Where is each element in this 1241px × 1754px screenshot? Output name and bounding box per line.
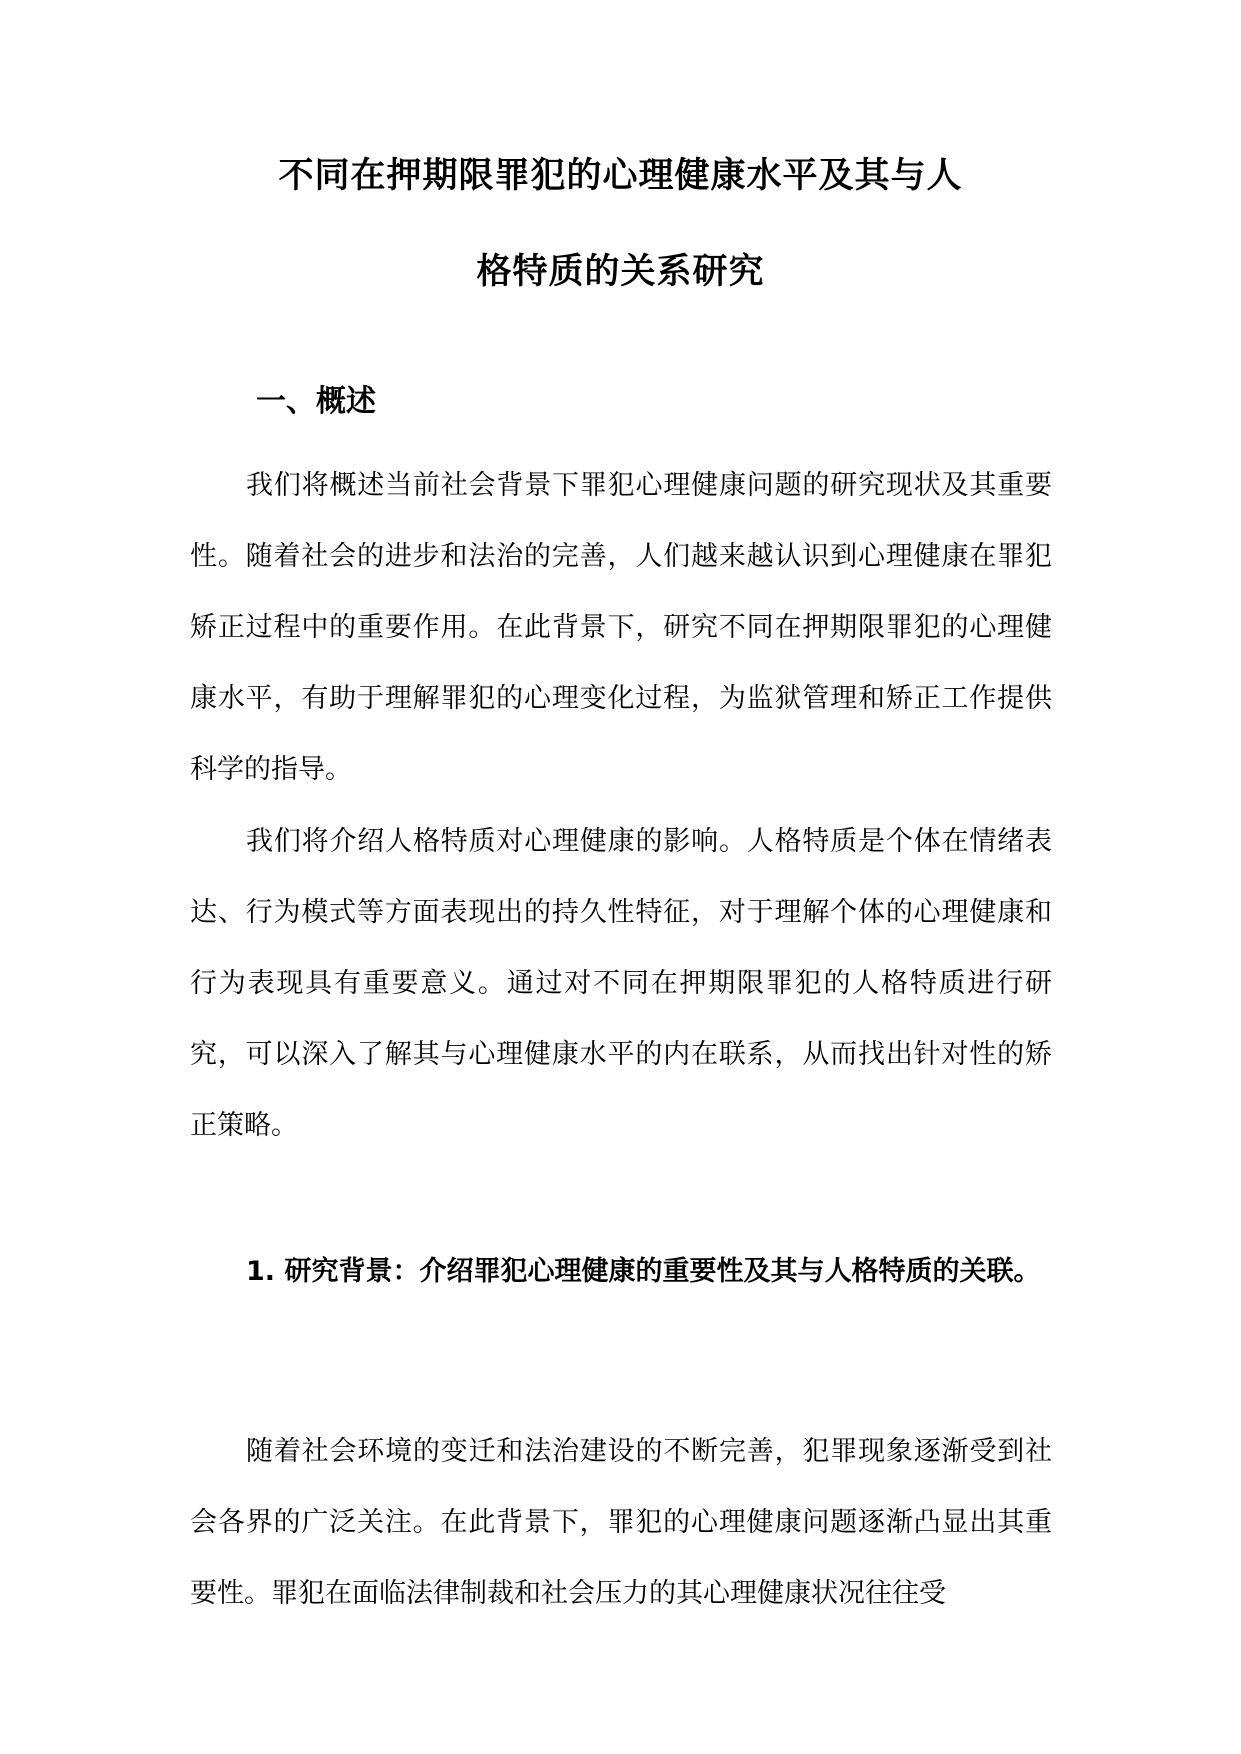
- document-title-line-2: 格特质的关系研究: [476, 252, 765, 292]
- subheading-research-background: 1. 研究背景：介绍罪犯心理健康的重要性及其与人格特质的关联。: [246, 1256, 1041, 1287]
- paragraph-3: 随着社会环境的变迁和法治建设的不断完善，犯罪现象逐渐受到社会各界的广泛关注。在此背景下，罪犯的心理健康问题逐渐凸显出其重要性。罪犯在面临法律制裁和社会压力的其心理健康状况往往受: [190, 1436, 1052, 1609]
- paragraph-1: 我们将概述当前社会背景下罪犯心理健康问题的研究现状及其重要性。随着社会的进步和法治的完善，人们越来越认识到心理健康在罪犯矫正过程中的重要作用。在此背景下，研究不同在押期限罪犯的心理健康水平，有助于理解罪犯的心理变化过程，为监狱管理和矫正工作提供科学的指导。: [190, 470, 1052, 785]
- document-title-line-1: 不同在押期限罪犯的心理健康水平及其与人: [278, 156, 963, 196]
- section-heading-overview: 一、概述: [256, 384, 376, 419]
- paragraph-2: 我们将介绍人格特质对心理健康的影响。人格特质是个体在情绪表达、行为模式等方面表现出的持久性特征，对于理解个体的心理健康和行为表现具有重要意义。通过对不同在押期限罪犯的人格特质进行研究，可以深入了解其与心理健康水平的内在联系，从而找出针对性的矫正策略。: [190, 826, 1052, 1141]
